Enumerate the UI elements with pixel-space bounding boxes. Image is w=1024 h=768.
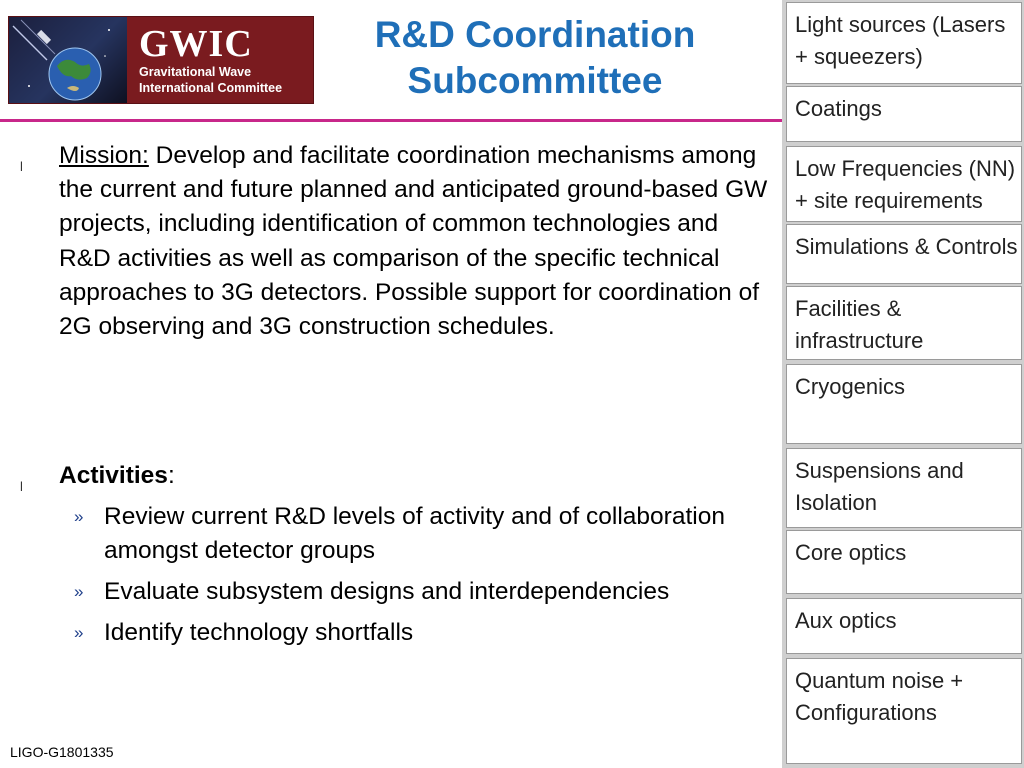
panel-item-quantum-noise: Quantum noise + Configurations (786, 658, 1022, 764)
activity-marker: » (74, 582, 84, 601)
panel-item-facilities: Facilities & infrastructure (786, 286, 1022, 360)
activities-heading-text: Activities (59, 462, 168, 489)
panel-item-aux-optics: Aux optics (786, 598, 1022, 654)
activity-item-2 (74, 575, 770, 609)
slide-title (330, 12, 740, 104)
title-line-1: R&D Coordination (374, 14, 696, 55)
panel-item-suspensions: Suspensions and Isolation (786, 448, 1022, 528)
activity-item-text: Review current R&D levels of activity and of collaboration amongst detector groups (104, 503, 725, 564)
panel-item-coatings: Coatings (786, 86, 1022, 142)
mission-block (20, 139, 770, 344)
mission-lead: Mission: (59, 142, 149, 169)
activity-item-text: Evaluate subsystem designs and interdependencies (104, 578, 670, 605)
working-groups-panel (782, 0, 1024, 768)
activities-heading (59, 459, 770, 493)
logo-line-1: Gravitational Wave (139, 65, 252, 79)
activity-marker: » (74, 623, 84, 642)
activity-item-text: Identify technology shortfalls (104, 619, 414, 646)
gwic-logo (8, 16, 314, 104)
panel-item-core-optics: Core optics (786, 530, 1022, 594)
activity-marker: » (74, 507, 84, 526)
document-id: LIGO-G1801335 (10, 744, 114, 760)
logo-name: GWIC (139, 23, 253, 65)
title-line-2: Subcommittee (407, 60, 663, 101)
panel-item-cryogenics: Cryogenics (786, 364, 1022, 444)
panel-item-light-sources: Light sources (Lasers + squeezers) (786, 2, 1022, 84)
logo-line-2: International Committee (139, 81, 283, 95)
activities-bullet: l (20, 479, 23, 494)
activity-item-1 (74, 500, 770, 568)
panel-item-low-frequencies: Low Frequencies (NN) + site requirements (786, 146, 1022, 222)
title-divider (0, 119, 782, 122)
mission-body: Develop and facilitate coordination mechanisms among the current and future planned and anticipated ground-based GW projects, including identification of common technologies and R&D activities as well as comparison of the specific technical approaches to 3G detectors. Possible support for coordination of 2G observing and 3G construction schedules. (59, 142, 768, 341)
globe-illustration (9, 16, 127, 104)
activities-block (20, 459, 770, 650)
mission-bullet: l (20, 159, 23, 174)
activities-colon: : (167, 462, 175, 489)
mission-text (59, 139, 770, 344)
panel-item-simulations: Simulations & Controls (786, 224, 1022, 284)
activity-item-3 (74, 616, 770, 650)
logo-wordmark (127, 24, 282, 96)
